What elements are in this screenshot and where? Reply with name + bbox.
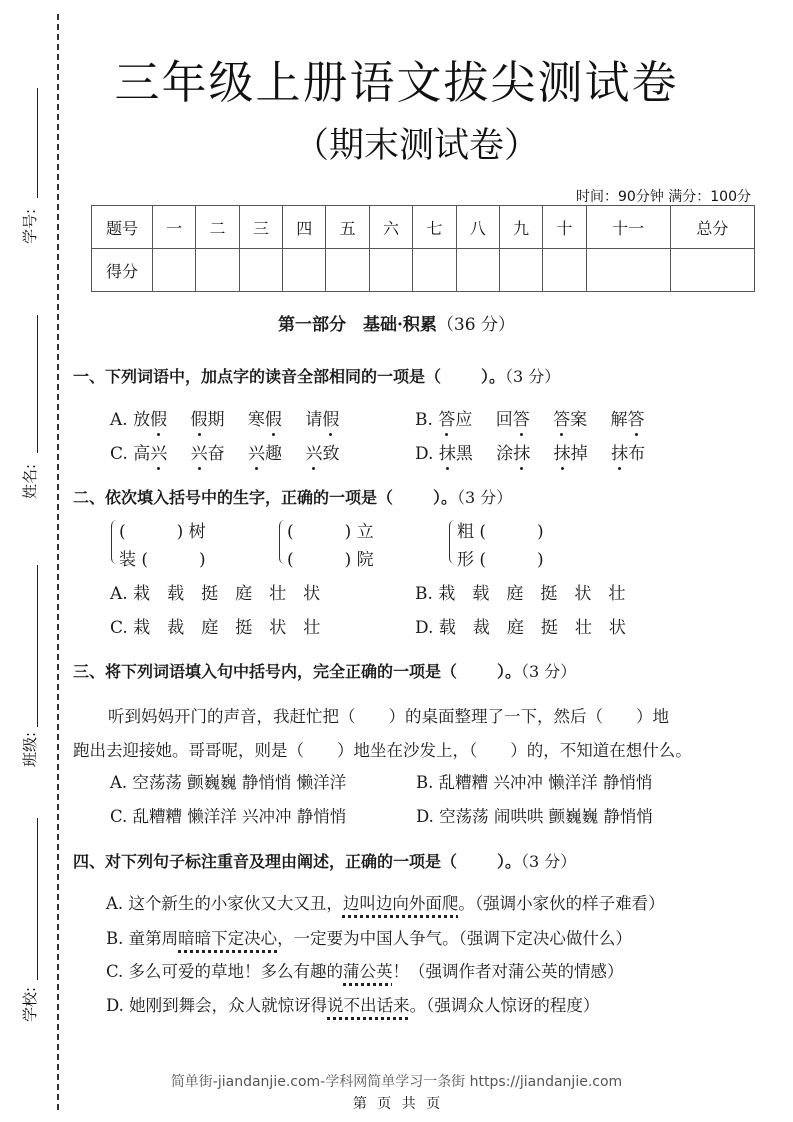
word: 高兴 [133,439,167,464]
q3-option-d: D. 空荡荡 闹哄哄 颤巍巍 静悄悄 [416,807,653,826]
q1-prompt-text: 一、下列词语中，加点字的读音全部相同的一项是（ [73,367,442,386]
char: 挺 [201,584,219,604]
exam-meta: 时间：90分钟 满分：100分 [576,189,751,205]
part1-title: 第一部分 基础·积累 [278,315,437,335]
char: 载 [167,584,185,604]
q2-group-1 [119,518,206,574]
q3-passage-line-1: 听到妈妈开门的声音，我赶忙把（ ）的桌面整理了一下，然后（ ）地 [108,707,669,726]
q1-prompt [73,364,560,387]
col-header: 九 [499,206,542,249]
q2-group-2 [287,518,374,574]
student-name-blank-line [37,315,38,453]
score-cell[interactable] [456,249,499,292]
q4-prompt [73,849,576,872]
student-name-field[interactable] [18,315,42,515]
exam-title: 三年级上册语文拔尖测试卷 [114,56,679,109]
q3-option-a: A. 空荡荡 颤巍巍 静悄悄 懒洋洋 [110,773,347,792]
word: 答应 [438,405,472,430]
word: 请假 [305,405,339,430]
char: 状 [574,584,592,604]
q4-option-a [106,890,665,914]
q2-option-d [415,613,643,638]
cut-line [57,14,59,1110]
word: 抹黑 [439,439,473,464]
col-header: 十 [543,206,586,249]
brace-icon [111,520,118,564]
q4-option-b [106,925,632,949]
option-letter: B. [415,410,433,430]
score-cell[interactable] [239,249,282,292]
col-header: 三 [239,206,282,249]
char: 栽 [438,584,456,604]
class-label: 班级: [21,731,39,767]
char: 挺 [540,584,558,604]
score-cell[interactable] [283,249,326,292]
col-header: 十一 [586,206,670,249]
char: 裁 [167,618,185,638]
q2-option-c [110,613,337,638]
char: 壮 [574,618,592,638]
char: 栽 [133,618,151,638]
char: 挺 [540,618,558,638]
q2-close: ）。 [433,488,458,507]
student-id-label: 学号: [21,208,39,244]
class-field[interactable] [18,565,42,765]
score-cell[interactable] [543,249,586,292]
col-header: 二 [196,206,239,249]
class-blank-line [37,565,38,727]
q3-passage-line-2: 跑出去迎接她。哥哥呢，则是（ ）地坐在沙发上，（ ）的，不知道在想什么。 [73,741,692,760]
q3-option-c: C. 乱糟糟 懒洋洋 兴冲冲 静悄悄 [110,807,347,826]
score-cell[interactable] [196,249,239,292]
sentence-text: ，一定要为中国人争气。（强调下定决心做什么） [277,929,632,948]
q2-score: （3 分） [457,488,513,507]
sentence-text: D. 她刚到舞会，众人就惊讶得 [106,996,328,1015]
stressed-text: 说不出话来 [327,996,410,1015]
sentence-text: 。（强调小家伙的样子难看） [458,894,665,913]
col-header: 五 [326,206,369,249]
school-label: 学校: [21,986,39,1022]
sentence-text: 。（强调众人惊讶的程度） [409,996,600,1015]
option-letter: D. [415,444,434,464]
group-row: 装 ( ) [119,550,206,570]
sentence-text: ！（强调作者对蒲公英的情感） [392,962,624,981]
col-header: 一 [153,206,196,249]
score-table-header-row [92,206,755,249]
q4-prompt-text: 四、对下列句子标注重音及理由阐述，正确的一项是（ [73,852,458,871]
char: 状 [269,618,287,638]
option-letter: A. [110,584,128,604]
part1-heading [0,310,793,335]
char: 载 [438,618,456,638]
q1-option-b [415,405,663,430]
q1-option-c [110,439,357,464]
char: 栽 [133,584,151,604]
stressed-text: 暗暗下定决心 [178,929,278,948]
score-label: 得分 [92,249,153,292]
col-header: 八 [456,206,499,249]
char: 庭 [235,584,253,604]
q1-option-a [110,405,357,430]
footer-page-number: 第 页 共 页 [352,1096,441,1112]
word: 答案 [553,405,587,430]
student-name-label: 姓名: [21,463,39,499]
q3-option-b: B. 乱糟糟 兴冲冲 懒洋洋 静悄悄 [416,773,653,792]
score-cell[interactable] [369,249,412,292]
char: 状 [303,584,321,604]
score-table-score-row [92,249,755,292]
word: 回答 [496,405,530,430]
exam-subtitle: （期末测试卷） [293,126,539,166]
stressed-text: 蒲公英 [343,962,393,981]
q1-option-d [415,439,663,464]
char: 状 [608,618,626,638]
group-row: 形 ( ) [457,550,544,570]
q3-prompt [73,659,576,682]
word: 放假 [133,405,167,430]
q4-score: （3 分） [521,852,577,871]
stressed-text: 边叫边向外面爬 [342,894,459,913]
q4-option-d [106,992,599,1016]
char: 壮 [608,584,626,604]
school-blank-line [37,818,38,980]
option-letter: B. [415,584,433,604]
char: 挺 [235,618,253,638]
char: 壮 [269,584,287,604]
group-row: ( ) 院 [287,550,374,570]
word: 兴奋 [191,439,225,464]
score-cell[interactable] [153,249,196,292]
word: 假期 [191,405,225,430]
part1-points: （36 分） [436,315,515,335]
group-row: 粗 ( ) [457,522,544,542]
brace-icon [449,520,456,564]
char: 庭 [506,584,524,604]
char: 壮 [303,618,321,638]
brace-icon [279,520,286,564]
group-row: ( ) 立 [287,522,374,542]
footer-source: 简单街-jiandanjie.com-学科网简单学习一条街 https://jiandanjie.com [170,1074,623,1090]
q2-option-b [415,579,642,604]
q2-prompt [73,485,512,508]
score-cell[interactable] [413,249,456,292]
group-row: ( ) 树 [119,522,206,542]
q4-option-c [106,958,624,982]
col-header: 七 [413,206,456,249]
word: 抹布 [611,439,645,464]
score-cell[interactable] [586,249,670,292]
option-letter: D. [415,618,434,638]
word: 寒假 [248,405,282,430]
col-header: 四 [283,206,326,249]
word: 兴致 [305,439,339,464]
question-number-label: 题号 [92,206,153,249]
score-cell[interactable] [499,249,542,292]
word: 抹掉 [554,439,588,464]
sentence-text: A. 这个新生的小家伙又大又丑， [106,894,343,913]
word: 兴趣 [248,439,282,464]
char: 裁 [472,618,490,638]
char: 庭 [506,618,524,638]
q3-prompt-text: 三、将下列词语填入句中括号内，完全正确的一项是（ [73,662,458,681]
score-cell[interactable] [326,249,369,292]
q4-close: ）。 [497,852,522,871]
q2-prompt-text: 二、依次填入括号中的生字，正确的一项是（ [73,488,394,507]
q2-option-a [110,579,337,604]
option-letter: C. [110,618,128,638]
q2-group-3 [457,518,544,574]
option-letter: C. [110,444,128,464]
sentence-text: C. 多么可爱的草地！多么有趣的 [106,962,344,981]
q1-close: ）。 [481,367,506,386]
score-table [91,205,755,292]
col-header: 六 [369,206,412,249]
q3-close: ）。 [497,662,522,681]
word: 解答 [611,405,645,430]
word: 涂抹 [496,439,530,464]
q3-score: （3 分） [521,662,577,681]
school-field[interactable] [18,818,42,1038]
char: 庭 [201,618,219,638]
q1-score: （3 分） [505,367,561,386]
score-cell-total[interactable] [670,249,754,292]
sentence-text: B. 童第周 [106,929,179,948]
char: 载 [472,584,490,604]
option-letter: A. [110,410,128,430]
col-header-total: 总分 [670,206,754,249]
